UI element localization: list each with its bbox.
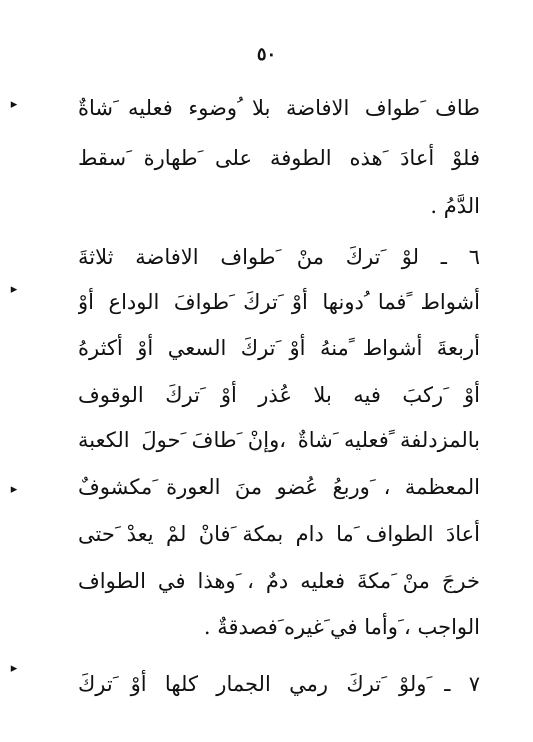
text-line: َخرجَ منْ َمكةَ فعليه دمٌ ، َوهذا في الطواف [78,569,480,593]
text-line: ٦ ـ لوْ َتركَ منْ َطواف الافاضة ثلاثةَ [78,245,480,269]
text-line: المعظمة ، َوربعُ عُضو منَ العورة َمكشوفٌ [78,475,480,499]
page-number: ٥٠ [256,44,277,65]
text-line: َفلوْ أعادَ َهذه الطوفة على َطهارة َسقط [78,146,480,170]
margin-mark: ▸ [10,482,18,497]
text-line: أشواط ًفما ُدونها أوْ َتركَ َطوافَ الوداع أوْ [78,290,480,314]
text-line: أربعةَ أشواط ًمنهُ أوْ َتركَ السعي أوْ أكثرهُ [78,336,480,360]
margin-mark: ▸ [10,97,18,112]
text-line: الواجب ، َوأما في َغيره َفصدقةٌ . [203,615,480,639]
text-line: َطاف َطواف الافاضة بلا ُوضوء فعليه َشاةٌ [78,96,480,120]
margin-mark: ▸ [10,282,18,297]
text-line: بالمزدلفة ًفعليه َشاةٌ ،وإنْ َطافَ َحولَ الكعبة [78,428,480,452]
text-line: الدَّمُ . [430,194,480,218]
text-line: أوْ َركبَ فيه بلا عُذر أوْ َتركَ الوقوف [78,383,480,407]
margin-mark: ▸ [10,661,18,676]
text-line: أعادَ الطواف َما دام بمكة َفانْ لمْ يعدْ َحتى [78,522,480,546]
text-line: ٧ ـ َولوْ َتركَ رمي الجمار كلها أوْ َتركَ [78,672,480,696]
